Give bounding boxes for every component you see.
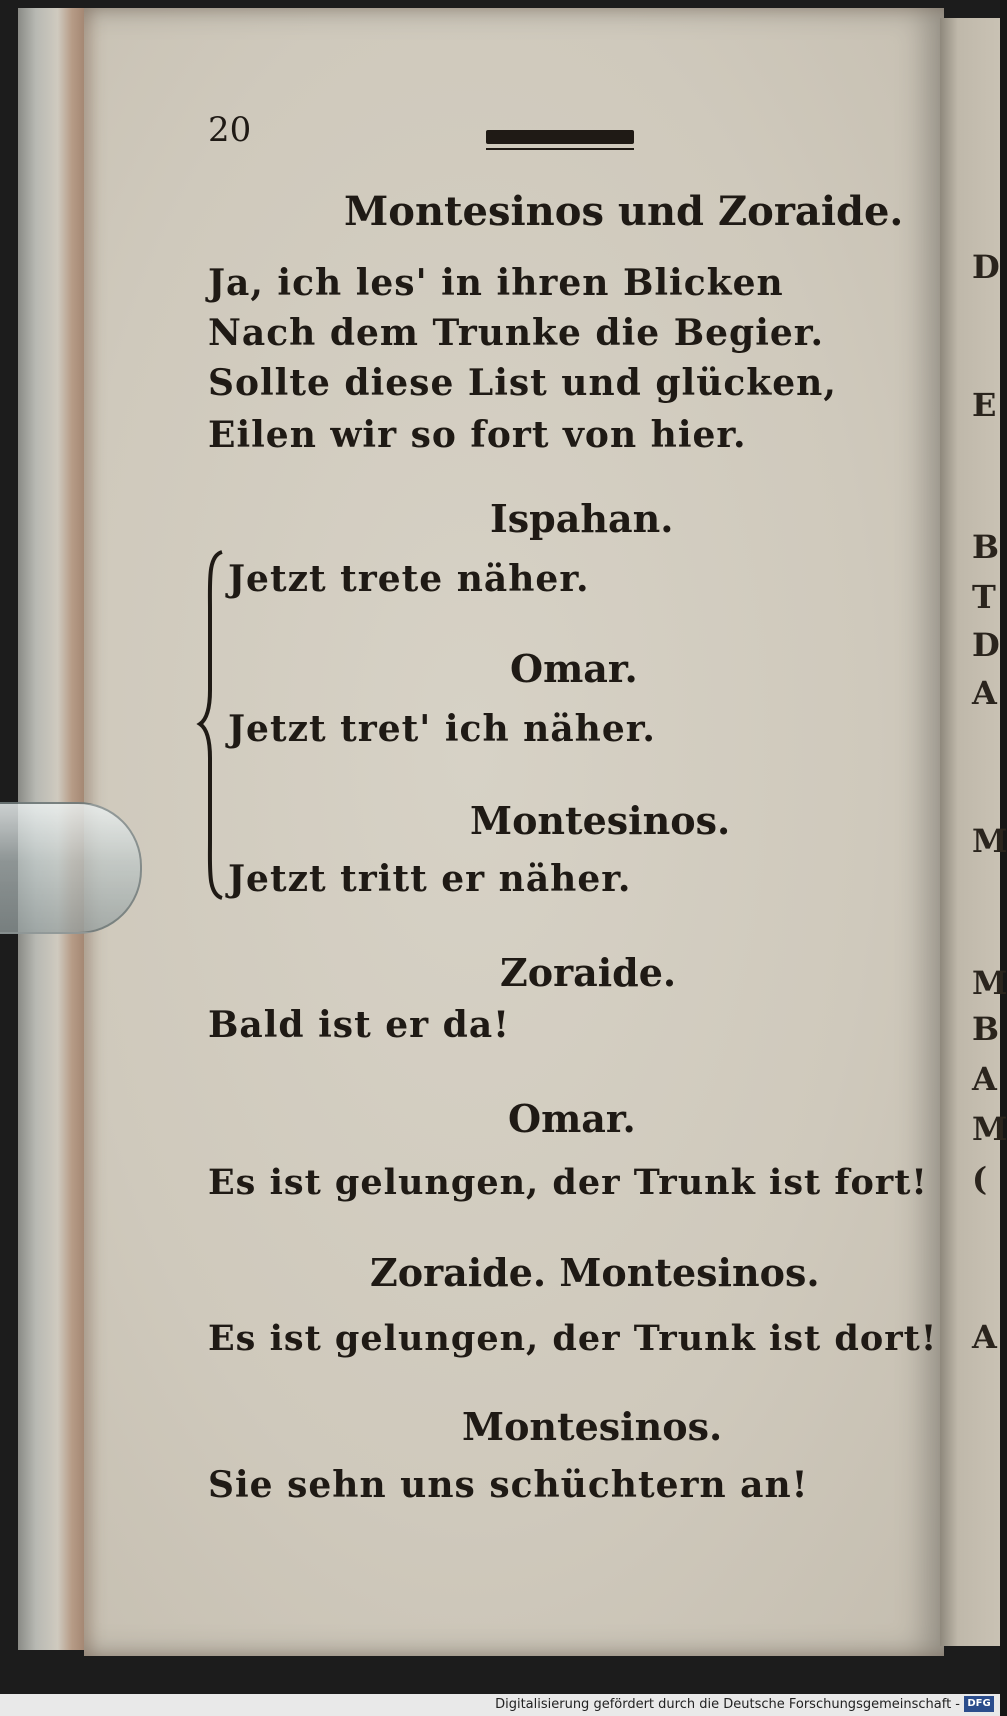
dialogue-line: Es ist gelungen, der Trunk ist fort!	[208, 1162, 928, 1203]
facing-page-fragment: A	[972, 1318, 997, 1356]
dialogue-line: Jetzt trete näher.	[228, 558, 590, 600]
header-ornament-rule-thin	[486, 148, 634, 150]
facing-page-fragment: D	[972, 626, 1000, 664]
verse-line: Eilen wir so fort von hier.	[208, 414, 747, 456]
dialogue-line: Sie sehn uns schüchtern an!	[208, 1464, 809, 1506]
facing-page-fragment: A	[972, 674, 997, 712]
facing-page-fragment: T	[972, 578, 996, 616]
header-ornament-rule	[486, 130, 634, 144]
speaker-name: Omar.	[508, 1096, 636, 1141]
facing-page-fragment: M	[972, 964, 1007, 1002]
facing-page-fragment: D	[972, 248, 1000, 286]
facing-page-fragment: M	[972, 1110, 1007, 1148]
dialogue-line: Es ist gelungen, der Trunk ist dort!	[208, 1318, 938, 1359]
dialogue-line: Jetzt tret' ich näher.	[228, 708, 656, 750]
facing-page-fragment: B	[972, 528, 1000, 566]
dialogue-line: Bald ist er da!	[208, 1004, 510, 1046]
curly-brace-icon	[198, 550, 224, 900]
speaker-name: Montesinos.	[462, 1404, 723, 1449]
section-heading: Montesinos und Zoraide.	[344, 188, 904, 235]
speaker-name: Omar.	[510, 646, 638, 691]
dialogue-line: Jetzt tritt er näher.	[228, 858, 632, 900]
speaker-name: Zoraide.	[500, 950, 677, 995]
speaker-name: Zoraide. Montesinos.	[370, 1250, 820, 1295]
verse-line: Nach dem Trunke die Begier.	[208, 312, 824, 354]
funding-credit: Digitalisierung gefördert durch die Deutsche Forschungsgemeinschaft -	[495, 1697, 960, 1712]
facing-page-fragment: (	[972, 1160, 988, 1198]
dfg-logo: DFG	[964, 1696, 994, 1712]
page-holder-clip	[0, 802, 142, 934]
facing-page-fragment: M	[972, 822, 1007, 860]
speaker-name: Ispahan.	[490, 496, 674, 541]
facing-page-fragment: A	[972, 1060, 997, 1098]
page-number: 20	[208, 110, 252, 150]
verse-line: Sollte diese List und glücken,	[208, 362, 837, 404]
facing-page-fragment: E	[972, 386, 997, 424]
facing-page-fragment: B	[972, 1010, 1000, 1048]
speaker-name: Montesinos.	[470, 798, 731, 843]
verse-line: Ja, ich les' in ihren Blicken	[208, 262, 784, 304]
